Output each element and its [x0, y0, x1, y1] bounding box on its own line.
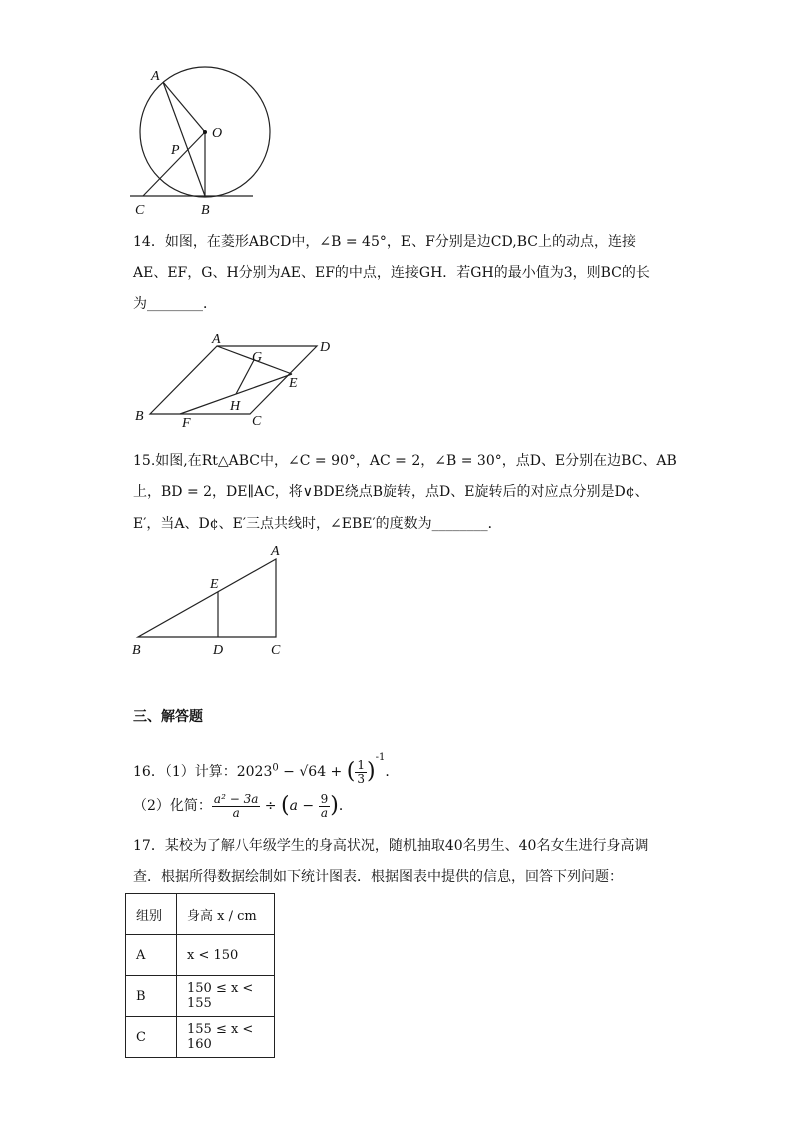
q17-line1: 17．某校为了解八年级学生的身高状况，随机抽取40名男生、40名女生进行身高调 [133, 838, 649, 854]
label-b: B [132, 643, 141, 658]
q16-part2: （2）化简： $\frac{\text{a² − 3a}}{a}$ ÷ (a − $\frac{9}{a}$ )． [133, 791, 353, 820]
center-dot [203, 130, 207, 134]
table-cell: C [126, 1017, 177, 1058]
q16-exp0: 0 [272, 762, 279, 774]
label-g: G [252, 350, 263, 365]
segment-co [143, 132, 205, 196]
label-a: A [151, 69, 160, 84]
label-f: F [182, 416, 191, 430]
table-header: 组别 [126, 894, 177, 935]
q16-part1-end: ． [385, 764, 400, 780]
figure-q13-circle [125, 62, 275, 217]
label-c: C [252, 414, 262, 429]
label-e: E [289, 376, 298, 391]
label-a: A [212, 332, 221, 347]
label-b: B [201, 203, 210, 217]
q14-line1: 14．如图，在菱形ABCD中，∠B = 45°，E、F分别是边CD,BC上的动点，连接 [133, 234, 636, 250]
q17-line2: 查．根据所得数据绘制如下统计图表．根据图表中提供的信息，回答下列问题： [133, 869, 623, 885]
q16-exp-neg1: -1 [375, 752, 386, 763]
label-p: P [171, 143, 180, 158]
table-header-row [126, 894, 275, 935]
q16-part2-end: ． [338, 798, 353, 814]
q15-line3: E′，当A、D¢、E′三点共线时，∠EBE′的度数为________． [133, 516, 502, 532]
figure-q15-triangle [128, 542, 298, 662]
q16-paren-a: a − [289, 798, 319, 814]
q16-frac2: $\frac{9}{a}$ [320, 791, 329, 820]
height-group-table [125, 893, 275, 1058]
q16-part1: 16．（1）计算：$2023^0 - √64$ + ( $\frac{1}{3}$ )$^{-1}$． [133, 752, 400, 786]
q16-part2-prefix: （2）化简： [133, 798, 212, 814]
triangle-abc [138, 559, 276, 637]
table-cell: A [126, 935, 177, 976]
q16-part1-prefix: 16．（1）计算：2023 [133, 764, 273, 780]
table-row [126, 1017, 275, 1058]
label-c: C [135, 203, 145, 217]
q15-line2: 上，BD = 2，DE∥AC，将∨BDE绕点B旋转，点D、E旋转后的对应点分别是D¢、 [133, 484, 649, 500]
label-d: D [320, 340, 331, 355]
figure-q14-rhombus [130, 330, 350, 430]
table-cell: 155 ≤ x < 160 [177, 1017, 275, 1058]
label-b: B [135, 409, 144, 424]
table-header: 身高 x / cm [177, 894, 275, 935]
table-cell: B [126, 976, 177, 1017]
q16-part2-fraction: $\frac{\text{a² − 3a}}{a}$ [213, 791, 259, 820]
section-heading: 三、解答题 [133, 709, 203, 725]
label-c: C [271, 643, 281, 658]
label-o: O [212, 126, 223, 141]
segment-ao [163, 82, 205, 132]
label-d: D [213, 643, 224, 658]
label-e: E [210, 577, 219, 592]
q16-minus-sqrt: − √64 + [278, 764, 347, 780]
table-row [126, 935, 275, 976]
table-cell: x < 150 [177, 935, 275, 976]
label-h: H [230, 399, 241, 414]
q14-line2: AE、EF，G、H分别为AE、EF的中点，连接GH．若GH的最小值为3，则BC的长 [133, 265, 650, 281]
q15-line1: 15.如图,在Rt△ABC中，∠C = 90°，AC = 2，∠B = 30°，点D、E分别在边BC、AB [133, 453, 677, 469]
q16-fraction: $\frac{1}{3}$ [357, 757, 365, 786]
q14-line3: 为________． [133, 296, 217, 312]
table-row [126, 976, 275, 1017]
label-a: A [271, 544, 280, 559]
q16-div: ÷ [260, 798, 281, 814]
table-cell: 150 ≤ x < 155 [177, 976, 275, 1017]
